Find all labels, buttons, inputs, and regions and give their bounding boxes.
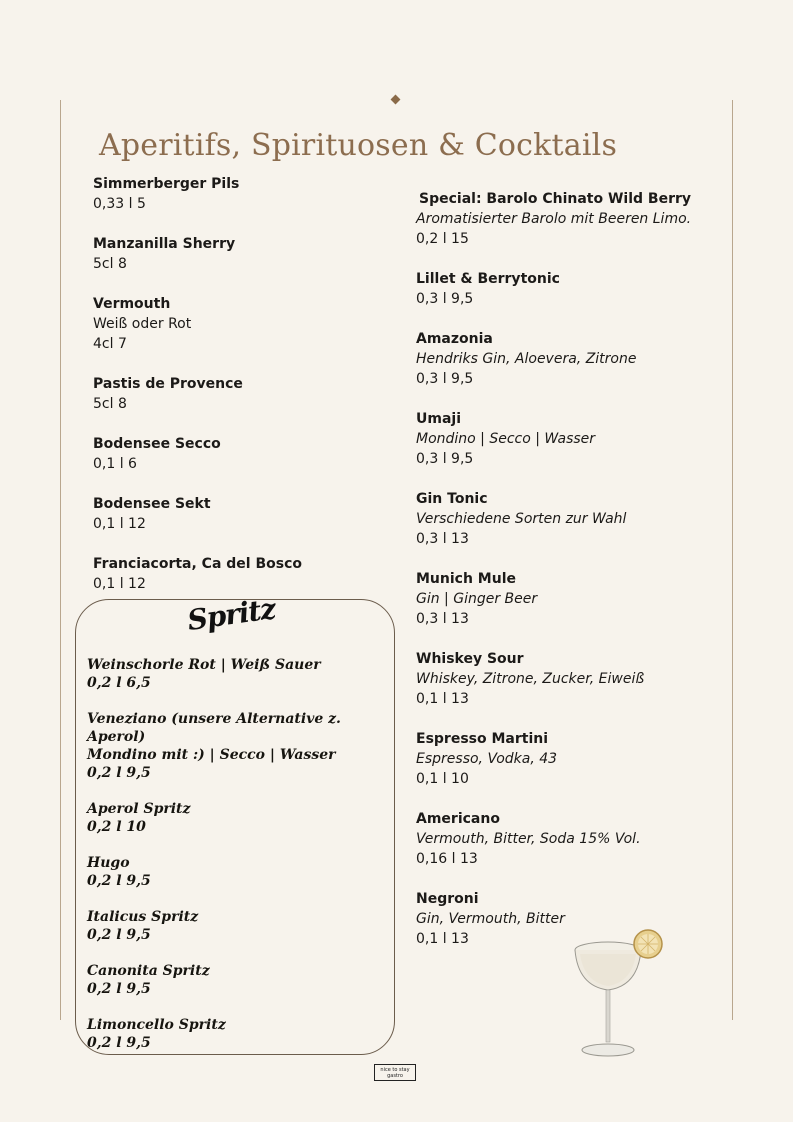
- item-name: Bodensee Sekt: [93, 496, 211, 512]
- item-name: Gin Tonic: [416, 491, 488, 507]
- item-description: Verschiedene Sorten zur Wahl: [416, 511, 627, 527]
- item-price: 0,3 l 9,5: [416, 371, 474, 387]
- spritz-line: Hugo: [87, 855, 130, 871]
- item-price: 0,1 l 13: [416, 691, 469, 707]
- item-name: Espresso Martini: [416, 731, 549, 747]
- item-name: Umaji: [416, 411, 462, 427]
- item-description: Whiskey, Zitrone, Zucker, Eiweiß: [416, 671, 645, 687]
- spritz-item: [87, 1016, 387, 1052]
- right-border-line: [732, 100, 733, 1020]
- page-title: Aperitifs, Spirituosen & Cocktails: [99, 128, 618, 163]
- item-description: Mondino | Secco | Wasser: [416, 431, 596, 447]
- spritz-line: 0,2 l 6,5: [87, 675, 151, 691]
- menu-item: [416, 729, 726, 789]
- item-price: 0,3 l 9,5: [416, 291, 474, 307]
- spritz-item: [87, 710, 387, 782]
- item-description: Gin | Ginger Beer: [416, 591, 538, 607]
- spritz-line: Veneziano (unsere Alternative z. Aperol): [87, 711, 341, 745]
- menu-item: [416, 269, 726, 309]
- item-detail: 0,1 l 12: [93, 516, 146, 532]
- item-name: Bodensee Secco: [93, 436, 221, 452]
- item-detail: 5cl 8: [93, 396, 127, 412]
- spritz-line: 0,2 l 9,5: [87, 873, 151, 889]
- spritz-line: Mondino mit :) | Secco | Wasser: [87, 747, 336, 763]
- item-name: Simmerberger Pils: [93, 176, 240, 192]
- menu-item: [416, 569, 726, 629]
- item-name: Pastis de Provence: [93, 376, 243, 392]
- spritz-line: 0,2 l 9,5: [87, 1035, 151, 1051]
- spritz-list: [87, 656, 387, 1070]
- item-price: 0,16 l 13: [416, 851, 478, 867]
- spritz-item: [87, 908, 387, 944]
- menu-item: [93, 174, 383, 214]
- item-name: Munich Mule: [416, 571, 516, 587]
- spritz-item: [87, 800, 387, 836]
- item-detail: Weiß oder Rot: [93, 316, 192, 332]
- menu-item: [416, 649, 726, 709]
- left-border-line: [60, 100, 61, 1020]
- item-name: Lillet & Berrytonic: [416, 271, 560, 287]
- spritz-line: Italicus Spritz: [87, 909, 199, 925]
- menu-item: [93, 374, 383, 414]
- footer-logo: [374, 1064, 416, 1081]
- menu-item: [93, 554, 383, 594]
- menu-item: [93, 234, 383, 274]
- menu-item: [93, 434, 383, 474]
- item-description: Gin, Vermouth, Bitter: [416, 911, 565, 927]
- spritz-line: Limoncello Spritz: [87, 1017, 226, 1033]
- menu-item: [416, 329, 726, 389]
- item-description: Vermouth, Bitter, Soda 15% Vol.: [416, 831, 641, 847]
- footer-logo-line: gastro: [387, 1073, 403, 1079]
- menu-item: [93, 494, 383, 534]
- item-name: Special: Barolo Chinato Wild Berry: [419, 191, 692, 207]
- item-price: 0,3 l 13: [416, 531, 469, 547]
- menu-item: [416, 809, 726, 869]
- footer-logo-line: nice to stay: [380, 1067, 410, 1073]
- spritz-item: [87, 854, 387, 890]
- item-detail: 4cl 7: [93, 336, 127, 352]
- spritz-heading: Spritz: [185, 592, 278, 637]
- item-description: Espresso, Vodka, 43: [416, 751, 558, 767]
- item-description: Aromatisierter Barolo mit Beeren Limo.: [416, 211, 692, 227]
- item-detail: 0,33 l 5: [93, 196, 146, 212]
- spritz-item: [87, 656, 387, 692]
- item-detail: 5cl 8: [93, 256, 127, 272]
- menu-item: [416, 489, 726, 549]
- menu-item: [93, 294, 383, 354]
- item-name: Negroni: [416, 891, 479, 907]
- item-name: Manzanilla Sherry: [93, 236, 236, 252]
- item-price: 0,1 l 10: [416, 771, 469, 787]
- spritz-line: 0,2 l 9,5: [87, 927, 151, 943]
- spritz-line: 0,2 l 9,5: [87, 765, 151, 781]
- item-name: Whiskey Sour: [416, 651, 524, 667]
- item-detail: 0,1 l 6: [93, 456, 137, 472]
- right-menu-column: [416, 189, 726, 969]
- item-description: Hendriks Gin, Aloevera, Zitrone: [416, 351, 637, 367]
- spritz-line: Canonita Spritz: [87, 963, 210, 979]
- cocktail-glass-icon: [568, 928, 678, 1068]
- item-detail: 0,1 l 12: [93, 576, 146, 592]
- left-menu-column: [93, 174, 383, 614]
- menu-item: [416, 189, 726, 249]
- item-price: 0,3 l 13: [416, 611, 469, 627]
- item-price: 0,3 l 9,5: [416, 451, 474, 467]
- spritz-item: [87, 962, 387, 998]
- spritz-line: Aperol Spritz: [87, 801, 191, 817]
- spritz-line: Weinschorle Rot | Weiß Sauer: [87, 657, 321, 673]
- spritz-line: 0,2 l 9,5: [87, 981, 151, 997]
- item-name: Vermouth: [93, 296, 171, 312]
- item-name: Americano: [416, 811, 500, 827]
- item-price: 0,2 l 15: [416, 231, 469, 247]
- item-name: Amazonia: [416, 331, 493, 347]
- diamond-icon: [391, 95, 401, 105]
- item-name: Franciacorta, Ca del Bosco: [93, 556, 303, 572]
- spritz-line: 0,2 l 10: [87, 819, 146, 835]
- menu-item: [416, 409, 726, 469]
- item-price: 0,1 l 13: [416, 931, 469, 947]
